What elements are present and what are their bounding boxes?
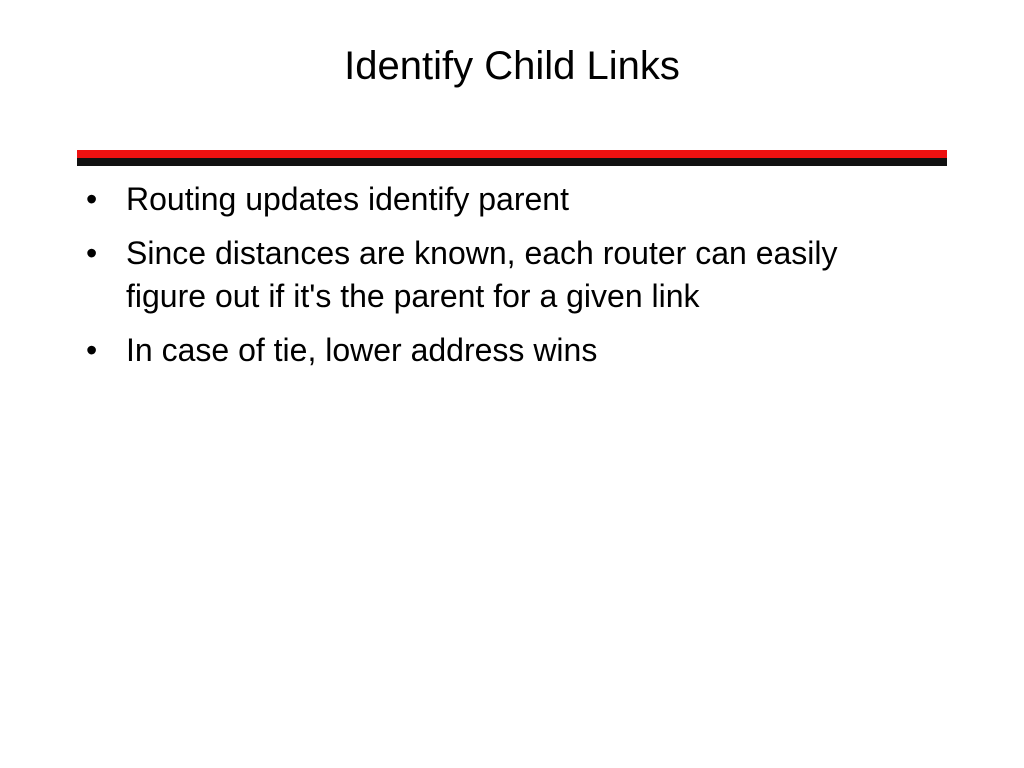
bullet-dot-icon: • (86, 332, 98, 368)
slide-title: Identify Child Links (344, 44, 680, 88)
bullet-text: In case of tie, lower address wins (126, 332, 598, 368)
bullet-dot-icon: • (86, 181, 98, 217)
bullet-text: Routing updates identify parent (126, 181, 569, 217)
bullet-text: Since distances are known, each router can easily figure out if it's the parent for a given link (126, 235, 838, 314)
bullet-item (0, 329, 920, 372)
bullet-item (0, 178, 920, 221)
bullet-item (0, 232, 920, 318)
title-divider-red (77, 150, 947, 158)
bullet-list (0, 178, 920, 383)
title-divider-black (77, 158, 947, 166)
bullet-dot-icon: • (86, 235, 98, 271)
